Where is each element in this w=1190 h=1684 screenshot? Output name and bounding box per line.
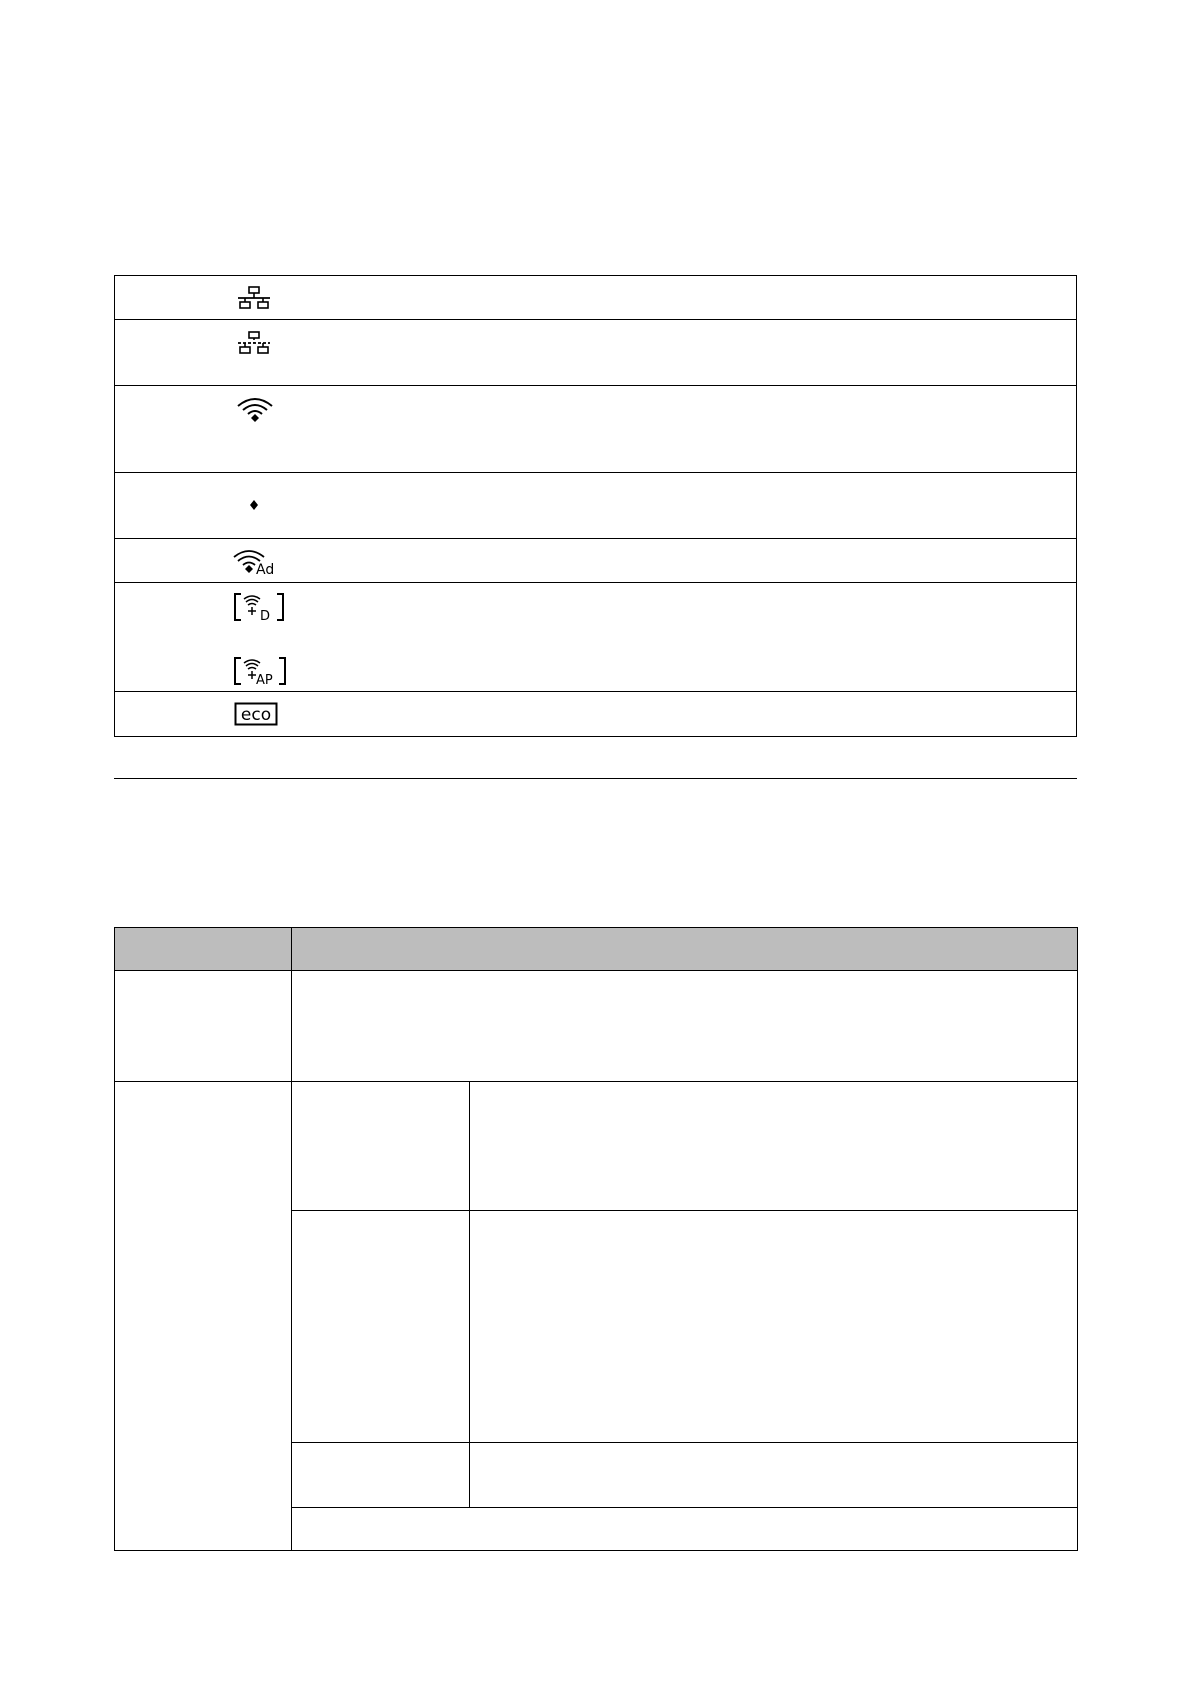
settings-header-row (115, 928, 1078, 971)
settings-cell (115, 1082, 292, 1551)
settings-row-1 (115, 971, 1078, 1082)
svg-text:D: D (260, 609, 271, 622)
settings-cell (115, 971, 292, 1082)
icon-row-wifi-connected (115, 386, 1077, 473)
svg-text:AP: AP (256, 673, 273, 686)
icon-row-wired-connected (115, 276, 1077, 320)
wifi-searching-dot-icon (247, 498, 261, 512)
settings-subcell (292, 1082, 470, 1211)
eco-mode-icon (234, 702, 278, 726)
settings-subcell (470, 1211, 1078, 1443)
network-icon-table (114, 275, 1077, 737)
settings-subcell (470, 1443, 1078, 1508)
icon-row-wifi-direct (115, 583, 1077, 692)
wifi-connected-icon (236, 396, 274, 424)
icon-row-wifi-adhoc (115, 539, 1077, 583)
simple-ap-icon (233, 656, 287, 686)
settings-table (114, 927, 1078, 1551)
icon-row-eco (115, 692, 1077, 737)
svg-text:Ad: Ad (256, 562, 275, 576)
settings-subcell (470, 1082, 1078, 1211)
settings-row-2a (115, 1082, 1078, 1211)
section-divider (114, 778, 1077, 779)
icon-row-wired-disconnected (115, 320, 1077, 386)
wifi-adhoc-icon (232, 548, 284, 576)
header-cell-description (292, 928, 1078, 971)
settings-cell (292, 971, 1078, 1082)
wired-lan-disconnected-icon (236, 331, 272, 355)
svg-text:eco: eco (240, 705, 272, 725)
settings-subcell (292, 1211, 470, 1443)
wifi-direct-icon (233, 592, 285, 622)
icon-row-wifi-dot (115, 473, 1077, 539)
settings-subcell (292, 1508, 1078, 1551)
wired-lan-connected-icon (236, 286, 272, 310)
header-cell-item (115, 928, 292, 971)
settings-subcell (292, 1443, 470, 1508)
